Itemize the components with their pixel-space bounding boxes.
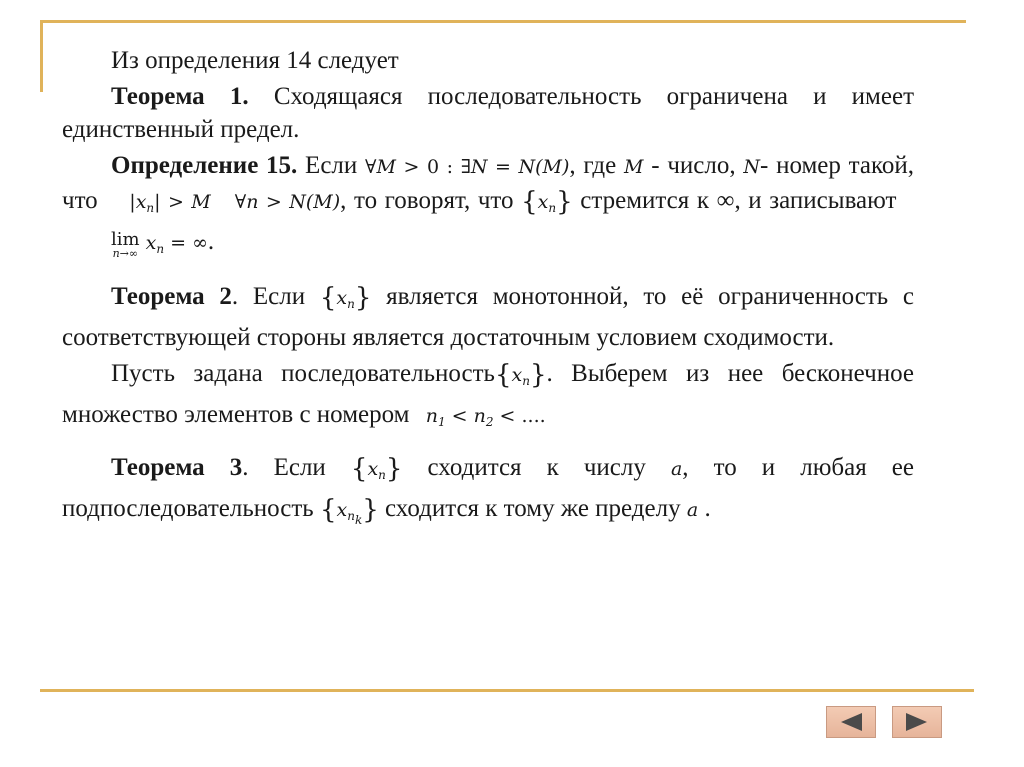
abs-bar-left: | — [129, 191, 136, 213]
var-x: x — [135, 191, 147, 213]
definition-15-label: Определение 15. — [111, 152, 298, 179]
lt-sign: < — [445, 405, 474, 427]
limit-expression — [62, 229, 208, 260]
equals-infinity: = ∞ — [164, 232, 208, 254]
forall-symbol: ∀ — [365, 156, 377, 178]
subscript-k: k — [354, 513, 363, 527]
theorem-1-text: Сходящаяся последовательность ограничена и имеет единственный предел. — [62, 83, 914, 143]
definition-15-text-2: , где — [569, 152, 625, 179]
sequence-xn — [494, 360, 547, 390]
subscript-n: n — [347, 297, 355, 311]
prev-slide-button[interactable] — [826, 706, 876, 738]
definition-15-text-1: Если — [297, 152, 366, 179]
theorem-3-period: . — [698, 495, 711, 522]
subscript-nk — [347, 509, 363, 527]
gt-sign-2: > — [258, 191, 290, 213]
lt-ellipsis: < .... — [493, 405, 546, 427]
var-M-3: M — [191, 191, 211, 213]
var-x: x — [367, 458, 379, 480]
subscript-n: n — [347, 509, 355, 523]
frame-bottom-line — [40, 689, 974, 692]
infinity-symbol: ∞ — [716, 187, 735, 214]
left-triangle-icon — [838, 712, 864, 732]
var-M: M — [376, 156, 396, 178]
subscript-n: n — [378, 468, 386, 482]
theorem-1 — [62, 80, 914, 146]
var-x: x — [336, 499, 348, 521]
var-x: x — [537, 191, 549, 213]
var-n1: n — [425, 405, 438, 427]
definition-15-text-4: - номер такой, что — [62, 152, 914, 214]
subsequence-paragraph — [62, 357, 914, 439]
brace-close: } — [354, 283, 372, 313]
var-x: x — [145, 232, 157, 254]
theorem-3-text-1: . Если — [242, 454, 351, 481]
frame-top-line — [40, 20, 966, 23]
theorem-3-text-4: сходится к тому же пределу — [378, 495, 687, 522]
definition-15-text-7: , и записывают — [734, 187, 905, 214]
subscript-n: n — [548, 201, 557, 215]
gt-sign: > — [160, 191, 192, 213]
n-condition — [235, 191, 340, 213]
sequence-xn — [319, 283, 372, 313]
var-M-2: M — [624, 156, 644, 178]
paren-M: (M) — [535, 156, 570, 178]
definition-15 — [62, 149, 914, 266]
brace-close: } — [385, 454, 403, 484]
exists-symbol: ∃ — [460, 156, 471, 178]
lim-operator — [62, 229, 140, 261]
subsequence-xnk — [319, 495, 379, 527]
slide-content — [62, 44, 914, 537]
equals-sign: = — [487, 156, 519, 178]
brace-close: } — [556, 187, 573, 217]
subscript-n: n — [146, 201, 155, 215]
brace-open: { — [319, 495, 337, 525]
subscript-n: n — [156, 242, 165, 256]
subscript-1: 1 — [437, 415, 446, 429]
definition-15-condition — [365, 156, 569, 178]
subsequence-text-2: . Выберем из нее бесконечное множество элементов с номером — [62, 360, 914, 428]
frame-left-line — [40, 20, 43, 92]
abs-inequality — [129, 191, 210, 213]
brace-open: { — [494, 360, 512, 390]
theorem-2-text-2: является монотонной, то её ограниченность с соответствующей стороны является достаточным условием сходимости. — [62, 283, 914, 351]
definition-15-text-3: - число, — [643, 152, 744, 179]
theorem-2-label: Теорема 2 — [111, 283, 232, 310]
paren-M-2: (M) — [305, 191, 341, 213]
theorem-2-text-1: . Если — [231, 283, 320, 310]
lim-word: lim — [111, 229, 140, 250]
var-a-2: a — [686, 499, 699, 521]
next-slide-button[interactable] — [892, 706, 942, 738]
gt-zero: > 0 : — [395, 156, 461, 178]
right-triangle-icon — [904, 712, 930, 732]
subscript-2: 2 — [485, 415, 494, 429]
definition-15-text-5: , то говорят, что — [340, 187, 522, 214]
var-n2: n — [473, 405, 486, 427]
theorem-3-text-2: сходится к числу — [402, 454, 671, 481]
intro-text: Из определения 14 следует — [111, 47, 399, 74]
abs-bar-right: | — [154, 191, 161, 213]
definition-15-period: . — [207, 228, 215, 255]
brace-open: { — [521, 187, 538, 217]
var-a: a — [670, 458, 683, 480]
theorem-1-label: Теорема 1. — [111, 83, 249, 110]
var-N: N — [470, 156, 488, 178]
var-x: x — [511, 364, 523, 386]
theorem-3 — [62, 451, 914, 537]
intro-line — [62, 44, 914, 77]
theorem-3-label: Теорема 3 — [111, 454, 243, 481]
forall-symbol-2: ∀ — [234, 191, 247, 213]
sequence-xn — [350, 454, 403, 484]
var-x: x — [336, 287, 348, 309]
subsequence-text-1: Пусть задана последовательность — [111, 360, 495, 387]
var-N-of: N — [518, 156, 536, 178]
theorem-3-text-3: , то и любая ее подпоследовательность — [62, 454, 914, 522]
index-chain — [426, 405, 546, 427]
theorem-2 — [62, 280, 914, 354]
brace-close: } — [529, 360, 547, 390]
sequence-xn — [521, 187, 573, 217]
slide-navigation — [826, 706, 942, 738]
var-n: n — [246, 191, 259, 213]
definition-15-text-6: стремится к — [572, 187, 717, 214]
brace-open: { — [319, 283, 337, 313]
subscript-n: n — [522, 374, 530, 388]
brace-open: { — [350, 454, 368, 484]
var-N-3: N — [289, 191, 306, 213]
lim-subscript: n→∞ — [112, 247, 139, 260]
var-N-2: N — [743, 156, 760, 178]
brace-close: } — [362, 495, 379, 525]
